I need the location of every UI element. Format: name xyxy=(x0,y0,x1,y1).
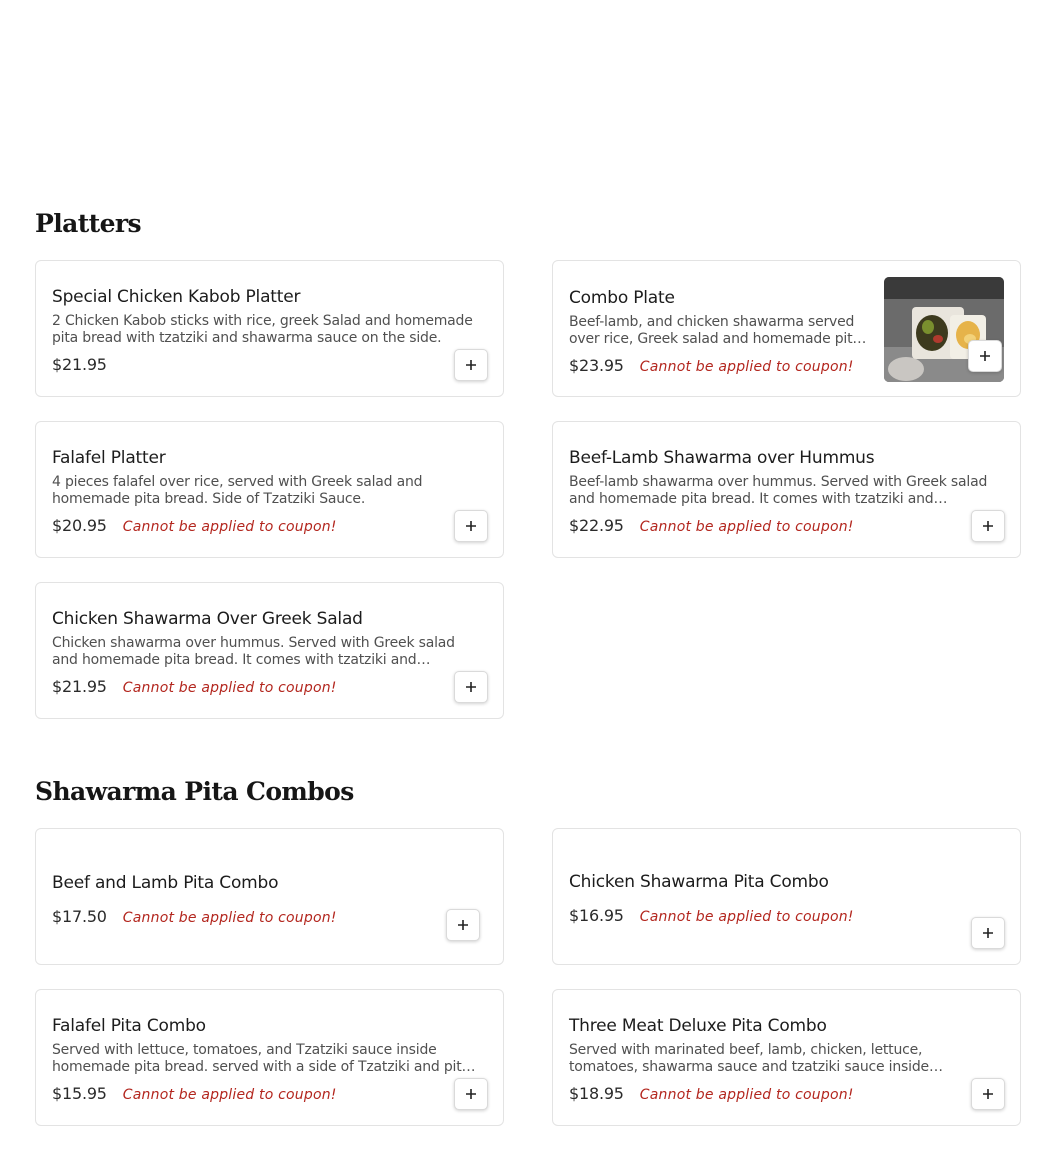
price-row xyxy=(569,516,854,535)
item-price: $15.95 xyxy=(52,1084,107,1103)
menu-item-card[interactable] xyxy=(552,989,1021,1126)
plus-icon xyxy=(465,520,477,532)
add-to-cart-button[interactable] xyxy=(454,510,488,542)
plus-icon xyxy=(979,350,991,362)
price-row xyxy=(52,907,337,926)
plus-icon xyxy=(465,359,477,371)
item-price: $22.95 xyxy=(569,516,624,535)
price-row xyxy=(569,356,854,375)
add-to-cart-button[interactable] xyxy=(454,1078,488,1110)
item-price: $16.95 xyxy=(569,906,624,925)
menu-item-card[interactable] xyxy=(552,260,1021,397)
item-description: Served with lettuce, tomatoes, and Tzatziki sauce inside homemade pita bread. served with a side of Tzatziki and pita xyxy=(52,1042,470,1075)
price-row xyxy=(52,1084,337,1103)
item-name: Special Chicken Kabob Platter xyxy=(52,287,301,307)
item-name: Chicken Shawarma Over Greek Salad xyxy=(52,609,363,629)
item-description: 2 Chicken Kabob sticks with rice, greek Salad and homemade pita bread with tzatziki and shawarma sauce on the side. xyxy=(52,313,473,346)
section-title-pita-combos: Shawarma Pita Combos xyxy=(35,777,354,806)
item-name: Combo Plate xyxy=(569,288,675,308)
item-price: $18.95 xyxy=(569,1084,624,1103)
add-to-cart-button[interactable] xyxy=(454,349,488,381)
coupon-warning: Cannot be applied to coupon! xyxy=(122,910,337,926)
plus-icon xyxy=(982,927,994,939)
add-to-cart-button[interactable] xyxy=(971,1078,1005,1110)
item-price: $17.50 xyxy=(52,907,107,926)
coupon-warning: Cannot be applied to coupon! xyxy=(639,519,854,535)
item-price: $20.95 xyxy=(52,516,107,535)
add-to-cart-button[interactable] xyxy=(968,340,1002,372)
item-description: Beef-lamb shawarma over hummus. Served with Greek salad and homemade pita bread. It comes with tzatziki and xyxy=(569,474,988,507)
add-to-cart-button[interactable] xyxy=(971,510,1005,542)
plus-icon xyxy=(465,681,477,693)
plus-icon xyxy=(457,919,469,931)
item-description: Served with marinated beef, lamb, chicken, lettuce, tomatoes, shawarma sauce and tzatziki sauce inside xyxy=(569,1042,929,1075)
item-name: Three Meat Deluxe Pita Combo xyxy=(569,1016,827,1036)
item-description: Beef-lamb, and chicken shawarma served over rice, Greek salad and homemade pita xyxy=(569,314,861,347)
coupon-warning: Cannot be applied to coupon! xyxy=(639,1087,854,1103)
price-row xyxy=(569,1084,854,1103)
add-to-cart-button[interactable] xyxy=(446,909,480,941)
menu-item-card[interactable] xyxy=(35,989,504,1126)
price-row xyxy=(52,355,107,374)
price-row xyxy=(52,677,337,696)
price-row xyxy=(569,906,854,925)
add-to-cart-button[interactable] xyxy=(454,671,488,703)
menu-item-card[interactable] xyxy=(35,828,504,965)
item-name: Falafel Platter xyxy=(52,448,166,468)
item-price: $21.95 xyxy=(52,355,107,374)
item-name: Beef and Lamb Pita Combo xyxy=(52,873,279,893)
item-name: Falafel Pita Combo xyxy=(52,1016,206,1036)
section-title-platters: Platters xyxy=(35,209,141,238)
item-price: $21.95 xyxy=(52,677,107,696)
menu-item-card[interactable] xyxy=(35,260,504,397)
coupon-warning: Cannot be applied to coupon! xyxy=(122,1087,337,1103)
menu-item-card[interactable] xyxy=(35,421,504,558)
coupon-warning: Cannot be applied to coupon! xyxy=(639,359,854,375)
item-description: 4 pieces falafel over rice, served with Greek salad and homemade pita bread. Side of Tzatziki Sauce. xyxy=(52,474,423,507)
coupon-warning: Cannot be applied to coupon! xyxy=(122,680,337,696)
item-description: Chicken shawarma over hummus. Served with Greek salad and homemade pita bread. It comes with tzatziki and xyxy=(52,635,455,668)
price-row xyxy=(52,516,337,535)
add-to-cart-button[interactable] xyxy=(971,917,1005,949)
menu-item-card[interactable] xyxy=(552,421,1021,558)
plus-icon xyxy=(982,520,994,532)
menu-item-card[interactable] xyxy=(35,582,504,719)
item-price: $23.95 xyxy=(569,356,624,375)
coupon-warning: Cannot be applied to coupon! xyxy=(639,909,854,925)
plus-icon xyxy=(982,1088,994,1100)
item-name: Chicken Shawarma Pita Combo xyxy=(569,872,829,892)
menu-item-card[interactable] xyxy=(552,828,1021,965)
coupon-warning: Cannot be applied to coupon! xyxy=(122,519,337,535)
item-photo[interactable] xyxy=(884,277,1004,382)
plus-icon xyxy=(465,1088,477,1100)
item-name: Beef-Lamb Shawarma over Hummus xyxy=(569,448,875,468)
